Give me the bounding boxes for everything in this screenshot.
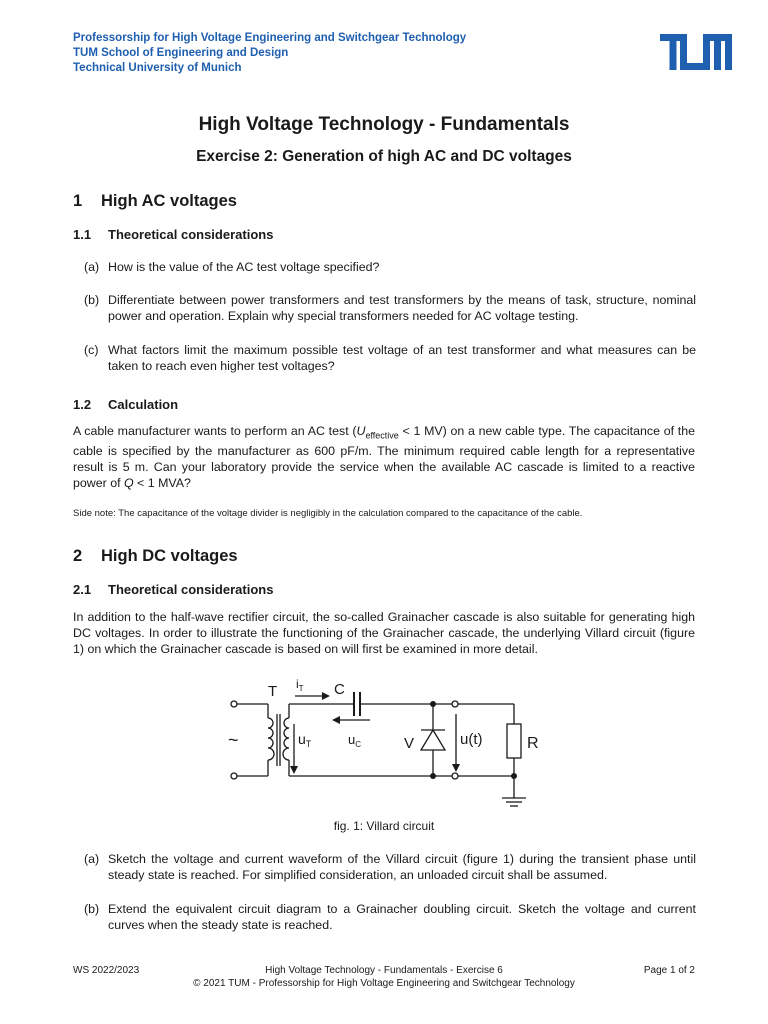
input-terminal-bottom [231,773,237,779]
figure-caption: fig. 1: Villard circuit [333,819,435,833]
question-label: (c) [84,343,99,357]
question-2-1-a [84,851,696,883]
input-terminal-top [231,701,237,707]
resistor-r [507,724,521,758]
footer-page-number: Page 1 of 2 [643,965,695,976]
question-label: (a) [84,852,100,866]
ac-source-symbol: ~ [228,730,239,750]
subsection-2-1-heading [73,582,273,597]
junction-node-ground [511,773,517,779]
output-terminal-bottom [452,773,458,779]
question-1-1-c [84,342,696,374]
question-text: Sketch the voltage and current waveform of the Villard circuit (figure 1) during the transient phase until steady state is reached. For simplified consideration, an unloaded circuit shall be assumed. [108,852,696,882]
subsection-number: 1.2 [73,397,92,412]
ut-arrow-head [290,766,298,774]
tum-logo [660,34,732,70]
junction-node-top [430,701,436,707]
subsection-number: 1.1 [73,227,92,242]
diode-label: V [404,735,415,752]
output-terminal-top [452,701,458,707]
subsection-title: Calculation [108,397,179,412]
secondary-coil [283,718,289,760]
question-1-1-b [84,292,696,324]
question-label: (b) [84,902,100,916]
question-text: Differentiate between power transformers and test transformers by the means of task, structure, nominal power and operation. Explain why special transformers needed for AC voltage testing. [108,293,696,323]
transformer-label: T [268,683,278,700]
primary-coil [268,718,274,760]
question-2-1-b [84,901,696,933]
calc-text-1: A cable manufacturer wants to perform an AC test ( [73,424,357,438]
transformer-voltage-label: $u_T$ [298,731,312,749]
uc-arrow-head [332,716,340,724]
question-text: How is the value of the AC test voltage specified? [108,260,380,274]
villard-circuit-diagram [220,672,560,812]
section-title: High AC voltages [101,192,237,210]
question-1-1-a [84,259,696,275]
u-output-arrow-head [452,764,460,772]
subsection-title: Theoretical considerations [108,582,274,597]
current-label: $i_T$ [296,677,304,693]
calc-q-symbol: Q [123,476,134,491]
question-text: What factors limit the maximum possible test voltage of an test transformer and what measures can be taken to reach even higher test voltages? [108,343,696,373]
document-title: High Voltage Technology - Fundamentals [198,114,570,135]
subsection-number: 2.1 [73,582,92,597]
institution-line-1: Professorship for High Voltage Engineering and Switchgear Technology [73,32,467,44]
subsection-title: Theoretical considerations [108,227,274,242]
subsection-1-2-heading [73,397,178,412]
subsection-1-1-heading [73,227,273,242]
question-text: Extend the equivalent circuit diagram to a Grainacher doubling circuit. Sketch the voltage and current curves when the steady state is reached. [108,902,696,932]
institution-header [73,31,466,76]
section-2-heading [73,547,238,566]
junction-node-bottom [430,773,436,779]
resistor-label: R [527,735,539,752]
institution-line-3: Technical University of Munich [73,62,242,74]
document-subtitle: Exercise 2: Generation of high AC and DC voltages [196,148,572,165]
calc-text-2: < 1 MV) on a new cable type. The capacitance of the cable is specified by the manufacturer as 600 pF/m. The minimum required cable length for a representative result is 5 m. Can your laboratory provide the service when the available AC cascade is limited to a reactive power of [73,424,695,491]
section-number: 2 [73,547,83,565]
diode-v [421,730,445,750]
footer-course: High Voltage Technology - Fundamentals - Exercise 6 [265,965,503,976]
institution-line-2: TUM School of Engineering and Design [73,47,289,59]
calc-u-subscript: effective [365,430,399,441]
output-voltage-label: u(t) [460,731,483,748]
section-1-heading [73,192,237,211]
section-title: High DC voltages [101,547,238,565]
calc-u-symbol: U [356,424,366,438]
side-note: Side note: The capacitance of the voltage divider is negligibly in the calculation compared to the capacitance of the cable. [73,508,583,519]
calc-text-3: < 1 MVA? [133,476,191,491]
capacitor-voltage-label: $u_C$ [348,732,362,749]
calculation-paragraph [73,423,695,491]
footer-semester: WS 2022/2023 [73,965,140,976]
section-number: 1 [73,192,83,210]
dc-intro-paragraph: In addition to the half-wave rectifier circuit, the so-called Grainacher cascade is also suitable for generating high DC voltages. In order to illustrate the functioning of the Grainacher cascade, the underlying Villard circuit (figure 1) on which the Grainacher cascade is based on will first be examined in more detail. [73,610,695,656]
question-label: (a) [84,260,100,274]
capacitor-label: C [334,681,345,698]
footer-copyright: © 2021 TUM - Professorship for High Voltage Engineering and Switchgear Technology [193,978,575,989]
current-arrow-head [322,692,330,700]
question-label: (b) [84,293,100,307]
